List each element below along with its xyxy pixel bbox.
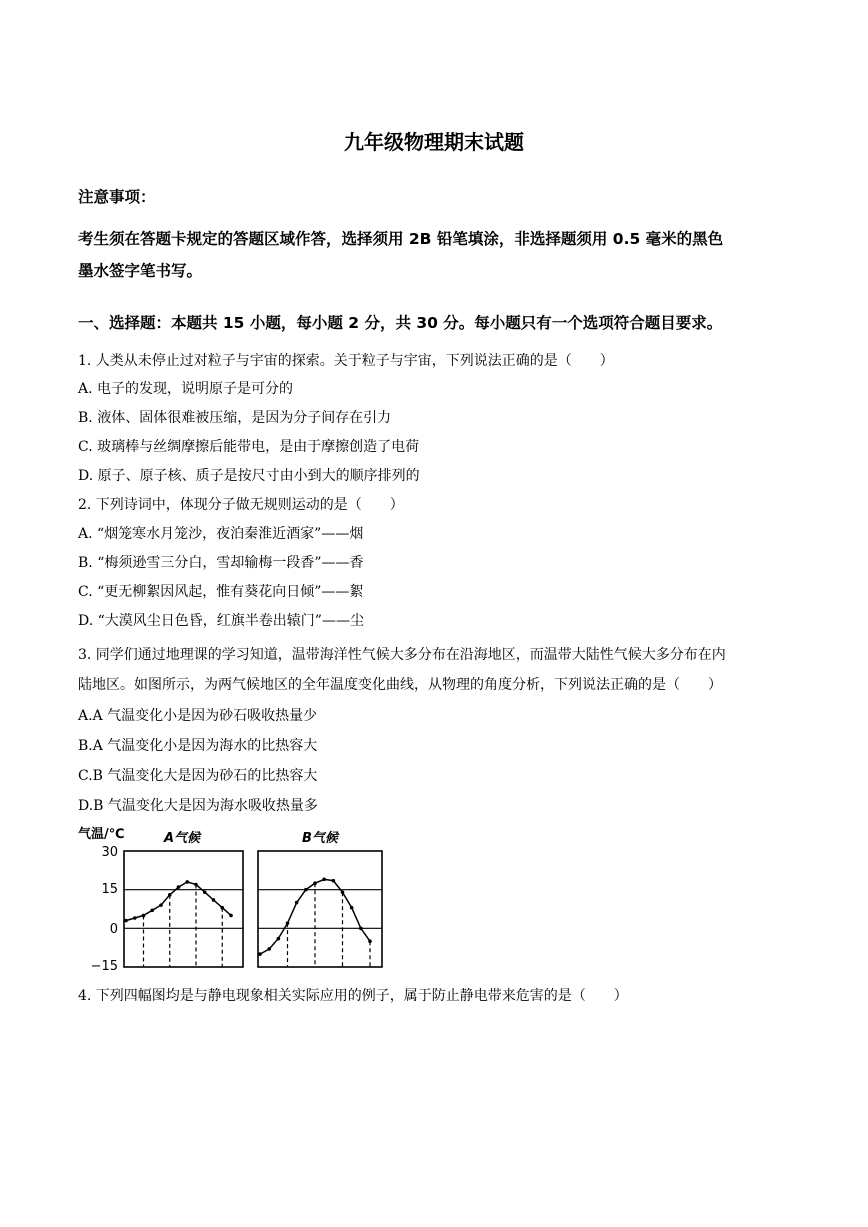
data-point <box>203 890 207 894</box>
q1-option-b: B. 液体、固体很难被压缩，是因为分子间存在引力 <box>78 410 392 426</box>
y-tick-label: 0 <box>109 922 118 937</box>
y-axis-label: 气温/℃ <box>78 827 125 842</box>
data-point <box>359 927 363 931</box>
data-point <box>185 880 189 884</box>
page-title: 九年级物理期末试题 <box>344 130 524 154</box>
y-tick-label: 30 <box>101 845 118 860</box>
q3-option-c: C.B 气温变化大是因为砂石的比热容大 <box>78 768 318 784</box>
data-point <box>212 898 216 902</box>
data-point <box>133 916 137 920</box>
data-point <box>159 903 163 907</box>
panel-a-title: A气候 <box>164 831 201 846</box>
q1-option-d: D. 原子、原子核、质子是按尺寸由小到大的顺序排列的 <box>78 468 420 484</box>
y-tick-label: 15 <box>101 882 118 897</box>
q1-option-c: C. 玻璃棒与丝绸摩擦后能带电，是由于摩擦创造了电荷 <box>78 439 420 455</box>
data-point <box>267 947 271 951</box>
data-point <box>194 883 198 887</box>
question-3-stem-line-1: 3. 同学们通过地理课的学习知道，温带海洋性气候大多分布在沿海地区，而温带大陆性气候大多分布在内 <box>78 647 726 663</box>
q2-option-b: B. “梅须逊雪三分白，雪却输梅一段香”——香 <box>78 555 364 571</box>
q3-option-d: D.B 气温变化大是因为海水吸收热量多 <box>78 798 318 814</box>
notice-line-1: 考生须在答题卡规定的答题区域作答，选择须用 2B 铅笔填涂，非选择题须用 0.5 毫米的黑色 <box>78 230 724 248</box>
data-point <box>177 885 181 889</box>
data-point <box>220 906 224 910</box>
data-point <box>286 921 290 925</box>
data-point <box>142 914 146 918</box>
section-heading: 一、选择题：本题共 15 小题，每小题 2 分，共 30 分。每小题只有一个选项符合题目要求。 <box>78 314 723 332</box>
y-tick-label: −15 <box>90 959 118 974</box>
q3-option-a: A.A 气温变化小是因为砂石吸收热量少 <box>78 708 318 724</box>
notice-line-2: 墨水签字笔书写。 <box>78 262 203 280</box>
question-2-stem: 2. 下列诗词中，体现分子做无规则运动的是（ ） <box>78 497 404 513</box>
panel-a-plot <box>124 851 243 967</box>
climate-temperature-figure <box>72 820 402 975</box>
data-point <box>295 901 299 905</box>
data-point <box>124 919 128 923</box>
question-3-stem-line-2: 陆地区。如图所示，为两气候地区的全年温度变化曲线，从物理的角度分析，下列说法正确的是（ ） <box>78 677 722 693</box>
data-point <box>322 878 326 882</box>
question-4-stem: 4. 下列四幅图均是与静电现象相关实际应用的例子，属于防止静电带来危害的是（ ） <box>78 988 628 1004</box>
data-point <box>332 879 336 883</box>
data-point <box>368 939 372 943</box>
q3-option-b: B.A 气温变化小是因为海水的比热容大 <box>78 738 318 754</box>
q2-option-d: D. “大漠风尘日色昏，红旗半卷出辕门”——尘 <box>78 613 364 629</box>
data-point <box>341 890 345 894</box>
plot-frame <box>258 851 382 967</box>
data-point <box>229 914 233 918</box>
panel-b-plot <box>258 851 382 967</box>
data-point <box>168 893 172 897</box>
q2-option-a: A. “烟笼寒水月笼沙，夜泊秦淮近酒家”——烟 <box>78 526 364 542</box>
q2-option-c: C. “更无柳絮因风起，惟有葵花向日倾”——絮 <box>78 584 364 600</box>
q1-option-a: A. 电子的发现，说明原子是可分的 <box>78 381 294 397</box>
plot-frame <box>124 851 243 967</box>
panel-b-title: B气候 <box>302 831 338 846</box>
data-point <box>350 906 354 910</box>
data-point <box>304 888 308 892</box>
question-1-stem: 1. 人类从未停止过对粒子与宇宙的探索。关于粒子与宇宙，下列说法正确的是（ ） <box>78 353 614 369</box>
data-point <box>313 881 317 885</box>
notice-heading: 注意事项： <box>78 188 156 206</box>
data-point <box>150 908 154 912</box>
data-point <box>258 952 262 956</box>
data-point <box>277 937 281 941</box>
